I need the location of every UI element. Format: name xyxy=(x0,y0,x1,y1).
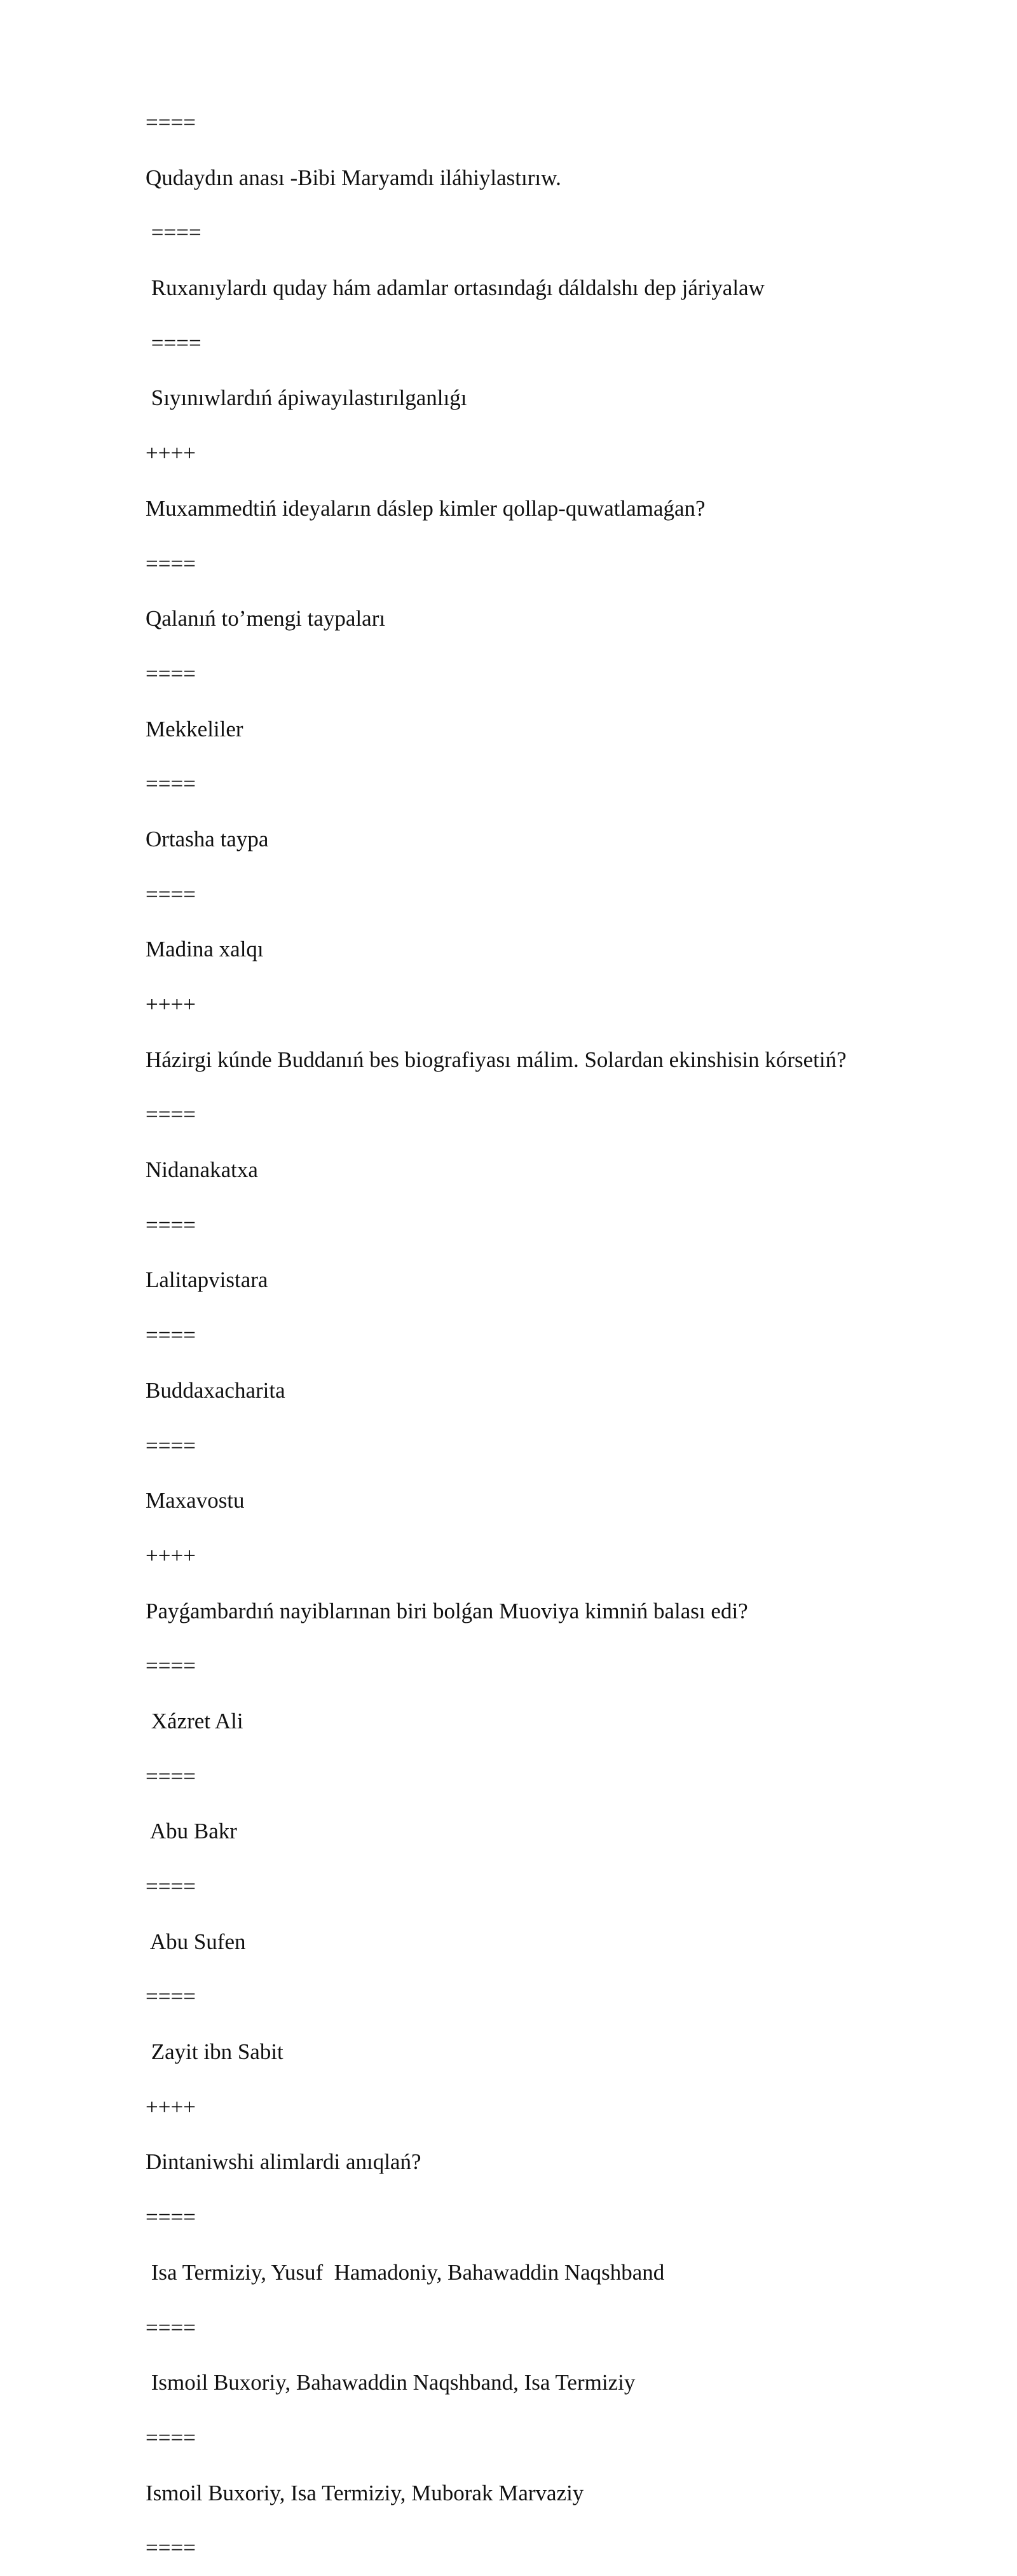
text-line: Ismoil Buxoriy, Isa Termiziy, Muborak Marvaziy xyxy=(146,2480,584,2505)
text-line: Mekkeliler xyxy=(146,716,243,741)
text-line: Payǵambardıń nayiblarınan biri bolǵan Muoviya kimniń balası edi? xyxy=(146,1598,748,1623)
text-line: Sıyınıwlardıń ápiwayılastırılganlıǵı xyxy=(146,385,467,411)
text-line: Nidanakatxa xyxy=(146,1157,258,1183)
text-line: Ortasha taypa xyxy=(146,826,269,851)
text-line: Buddaxacharita xyxy=(146,1377,285,1403)
text-line: ++++ xyxy=(146,1543,196,1568)
text-line: Ruxanıylardı quday hám adamlar ortasındaǵı dáldalshı dep járiyalaw xyxy=(146,275,765,301)
text-line: Isa Termiziy, Yusuf Hamadoniy, Bahawaddin Naqshband xyxy=(146,2259,665,2285)
text-line: ==== xyxy=(146,771,196,797)
text-line: ==== xyxy=(146,220,201,245)
text-line: ==== xyxy=(146,1323,196,1348)
text-line: ==== xyxy=(146,1984,196,2009)
text-line: Xázret Ali xyxy=(146,1708,243,1733)
text-line: ==== xyxy=(146,1433,196,1458)
text-line: Qalanıń to’mengi taypaları xyxy=(146,606,386,631)
text-line: ==== xyxy=(146,2205,196,2230)
text-line: Ismoil Buxoriy, Bahawaddin Naqshband, Isa Termiziy xyxy=(146,2370,636,2395)
text-line: ==== xyxy=(146,551,196,576)
text-line: Abu Sufen xyxy=(146,1929,246,1954)
text-line: ==== xyxy=(146,330,201,355)
text-line: ==== xyxy=(146,2425,196,2450)
text-line: Maxavostu xyxy=(146,1488,245,1513)
text-line: Zayit ibn Sabit xyxy=(146,2039,283,2065)
text-line: Qudaydın anası -Bibi Maryamdı iláhiylastırıw. xyxy=(146,165,561,190)
text-line: Házirgi kúnde Buddanıń bes biografiyası málim. Solardan ekinshisin kórsetiń? xyxy=(146,1047,847,1072)
text-line: ==== xyxy=(146,2535,196,2561)
text-line: ++++ xyxy=(146,2094,196,2119)
text-line: ++++ xyxy=(146,441,196,466)
text-line: ==== xyxy=(146,1212,196,1237)
document-text xyxy=(146,95,972,2576)
text-line: ==== xyxy=(146,881,196,907)
text-line: Abu Bakr xyxy=(146,1819,237,1844)
text-line: ==== xyxy=(146,1653,196,1679)
text-line: ==== xyxy=(146,1874,196,1899)
text-line: ==== xyxy=(146,661,196,686)
text-line: ==== xyxy=(146,2315,196,2340)
text-line: ++++ xyxy=(146,992,196,1017)
text-line: Muxammedtiń ideyaların dáslep kimler qollap-quwatlamaǵan? xyxy=(146,495,706,521)
text-line: Dintaniwshi alimlardi anıqlań? xyxy=(146,2149,421,2175)
text-line: Madina xalqı xyxy=(146,937,264,962)
text-line: ==== xyxy=(146,1763,196,1789)
text-line: ==== xyxy=(146,110,196,135)
text-line: Lalitapvistara xyxy=(146,1267,268,1293)
text-line: ==== xyxy=(146,1102,196,1127)
